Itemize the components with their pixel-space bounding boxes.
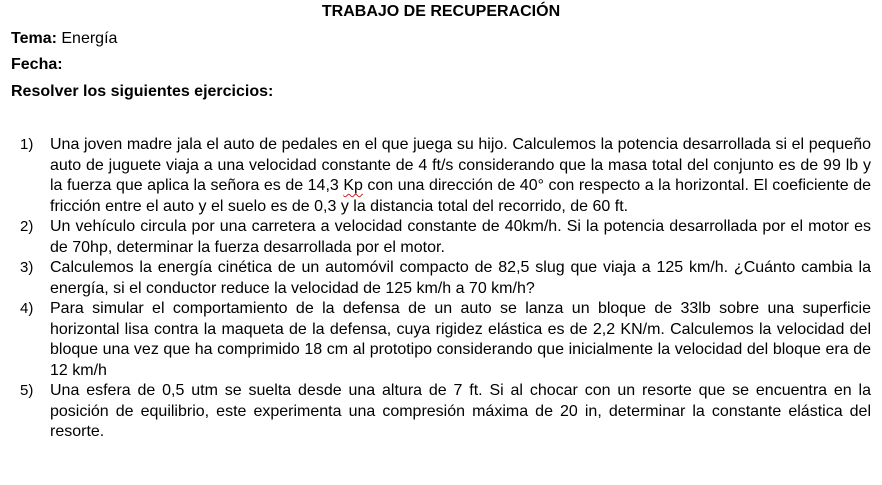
exercise-list bbox=[0, 135, 882, 443]
exercise-number: 5) bbox=[20, 382, 34, 399]
exercise-item-5 bbox=[0, 381, 882, 443]
exercise-number: 4) bbox=[20, 300, 34, 317]
exercise-number: 3) bbox=[20, 259, 34, 276]
exercise-item-4 bbox=[0, 299, 882, 381]
exercise-item-1 bbox=[0, 135, 882, 217]
fecha-label: Fecha: bbox=[11, 56, 63, 73]
exercise-text-part: con una dirección de 40° con respecto a la horizontal. El coeficiente de fricción entre el auto y el suelo es de 0,3 y la distancia total del recorrido, de 60 ft. bbox=[50, 177, 872, 215]
document-title: TRABAJO DE RECUPERACIÓN bbox=[321, 3, 561, 20]
exercise-text-part: Una joven madre jala el auto de pedales en el que juega su hijo. Calculemos la potencia desarrollada si el pequeño auto de juguete viaja a una velocidad constante de 4 ft/s considerando que la masa total del conjunto es de 99 lb y la fuerza que aplica la señora es de 14,3 bbox=[50, 136, 871, 194]
instruction-heading: Resolver los siguientes ejercicios: bbox=[11, 83, 274, 100]
exercise-text: Calculemos la energía cinética de un automóvil compacto de 82,5 slug que viaja a 125 km/h. ¿Cuánto cambia la energía, si el conductor reduce la velocidad de 125 km/h a 70 km/h? bbox=[50, 259, 871, 297]
exercise-text: Una esfera de 0,5 utm se suelta desde una altura de 7 ft. Si al chocar con un resorte que se encuentra en la posición de equilibrio, este experimenta una compresión máxima de 20 in, determinar la constante elástica del resorte. bbox=[50, 382, 871, 440]
exercise-text bbox=[50, 135, 871, 217]
tema-label: Tema: bbox=[11, 30, 57, 47]
spellcheck-flagged-word: Kp bbox=[343, 177, 363, 194]
tema-value: Energía bbox=[56, 30, 118, 47]
tema-line bbox=[11, 29, 117, 48]
exercise-item-2 bbox=[0, 217, 882, 258]
exercise-text: Un vehículo circula por una carretera a velocidad constante de 40km/h. Si la potencia desarrollada por el motor es de 70hp, determinar la fuerza desarrollada por el motor. bbox=[50, 218, 871, 256]
exercise-text: Para simular el comportamiento de la defensa de un auto se lanza un bloque de 33lb sobre una superficie horizontal lisa contra la maqueta de la defensa, cuya rigidez elástica es de 2,2 KN/m. Calculemos la velocidad del bloque una vez que ha comprimido 18 cm al prototipo considerando que inicialmente la velocidad del bloque era de 12 km/h bbox=[50, 300, 871, 379]
exercise-item-3 bbox=[0, 258, 882, 299]
exercise-number: 1) bbox=[20, 136, 34, 153]
fecha-line bbox=[11, 55, 63, 74]
exercise-number: 2) bbox=[20, 218, 34, 235]
